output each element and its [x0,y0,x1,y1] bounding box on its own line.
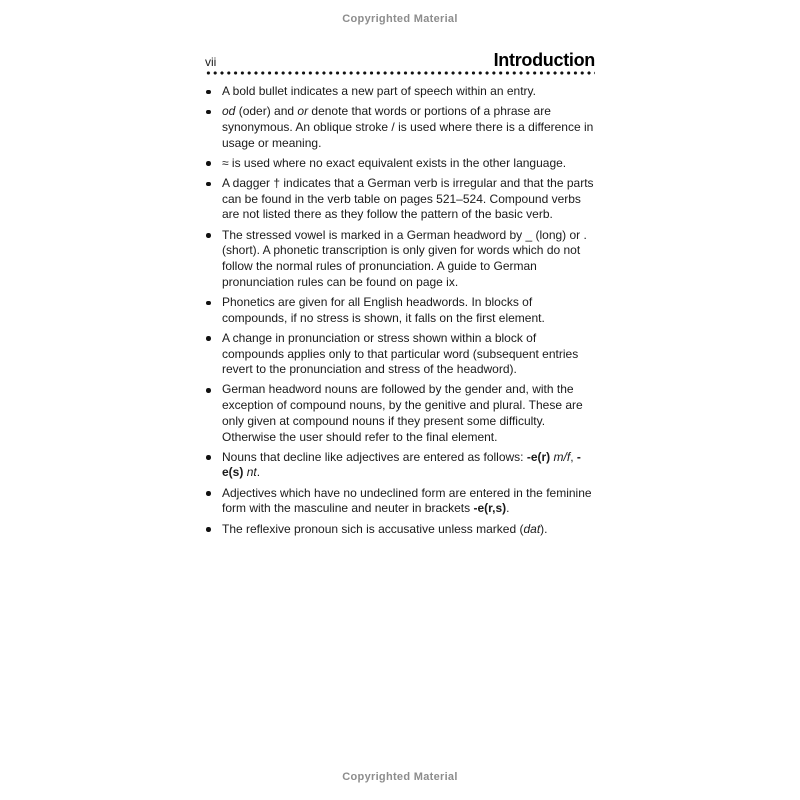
bullet-text: Phonetics are given for all English headwords. In blocks of compounds, if no stress is shown, it falls on the first element. [222,294,545,325]
page-number: vii [205,55,217,69]
bullet-icon [206,388,211,393]
list-item [205,104,595,151]
bullet-icon [206,491,211,496]
bullet-icon [206,455,211,460]
list-item [205,84,595,100]
page-title: Introduction [493,50,595,70]
page-header [205,51,595,69]
bullet-list [205,84,595,537]
bullet-icon [206,301,211,306]
copyright-watermark-top: Copyrighted Material [342,13,458,25]
list-item [205,295,595,326]
bullet-text: od (oder) and or denote that words or portions of a phrase are synonymous. An oblique stroke / is used where there is a difference in usage or meaning. [222,104,594,150]
bullet-text: A dagger † indicates that a German verb is irregular and that the parts can be found in the verb table on pages 521–524. Compound verbs are not listed there as they follow the pattern of the basic verb. [222,176,594,222]
bullet-text: German headword nouns are followed by the gender and, with the exception of compound nouns, by the genitive and plural. These are only given at compound nouns if they present some difficulty. Otherwise the user should refer to the final element. [222,382,583,444]
bullet-icon [206,90,211,95]
dotted-divider [205,71,595,75]
bullet-text: Nouns that decline like adjectives are entered as follows: -e(r) m/f, -e(s) nt. [222,449,581,480]
bullet-icon [206,161,211,166]
copyright-watermark-bottom: Copyrighted Material [342,771,458,783]
bullet-icon [206,182,211,187]
bullet-text: The stressed vowel is marked in a German headword by _ (long) or . (short). A phonetic transcription is only given for words which do not follow the normal rules of pronunciation. A guide to German pronunciation rules can be found on page ix. [222,227,587,289]
bullet-icon [206,336,211,341]
page-content [205,51,595,542]
list-item [205,331,595,378]
list-item [205,450,595,481]
bullet-text: Adjectives which have no undeclined form are entered in the feminine form with the masculine and neuter in brackets -e(r,s). [222,485,592,516]
bullet-icon [206,110,211,115]
bullet-text: The reflexive pronoun sich is accusative unless marked (dat). [222,521,548,536]
list-item [205,176,595,223]
bullet-text: A bold bullet indicates a new part of speech within an entry. [222,84,536,98]
list-item [205,382,595,445]
list-item [205,522,595,538]
list-item [205,156,595,172]
bullet-icon [206,527,211,532]
bullet-icon [206,233,211,238]
list-item [205,228,595,291]
bullet-text: A change in pronunciation or stress shown within a block of compounds applies only to that particular word (subsequent entries revert to the pronunciation and stress of the headword). [222,330,579,377]
bullet-text: ≈ is used where no exact equivalent exists in the other language. [222,155,567,170]
list-item [205,486,595,517]
